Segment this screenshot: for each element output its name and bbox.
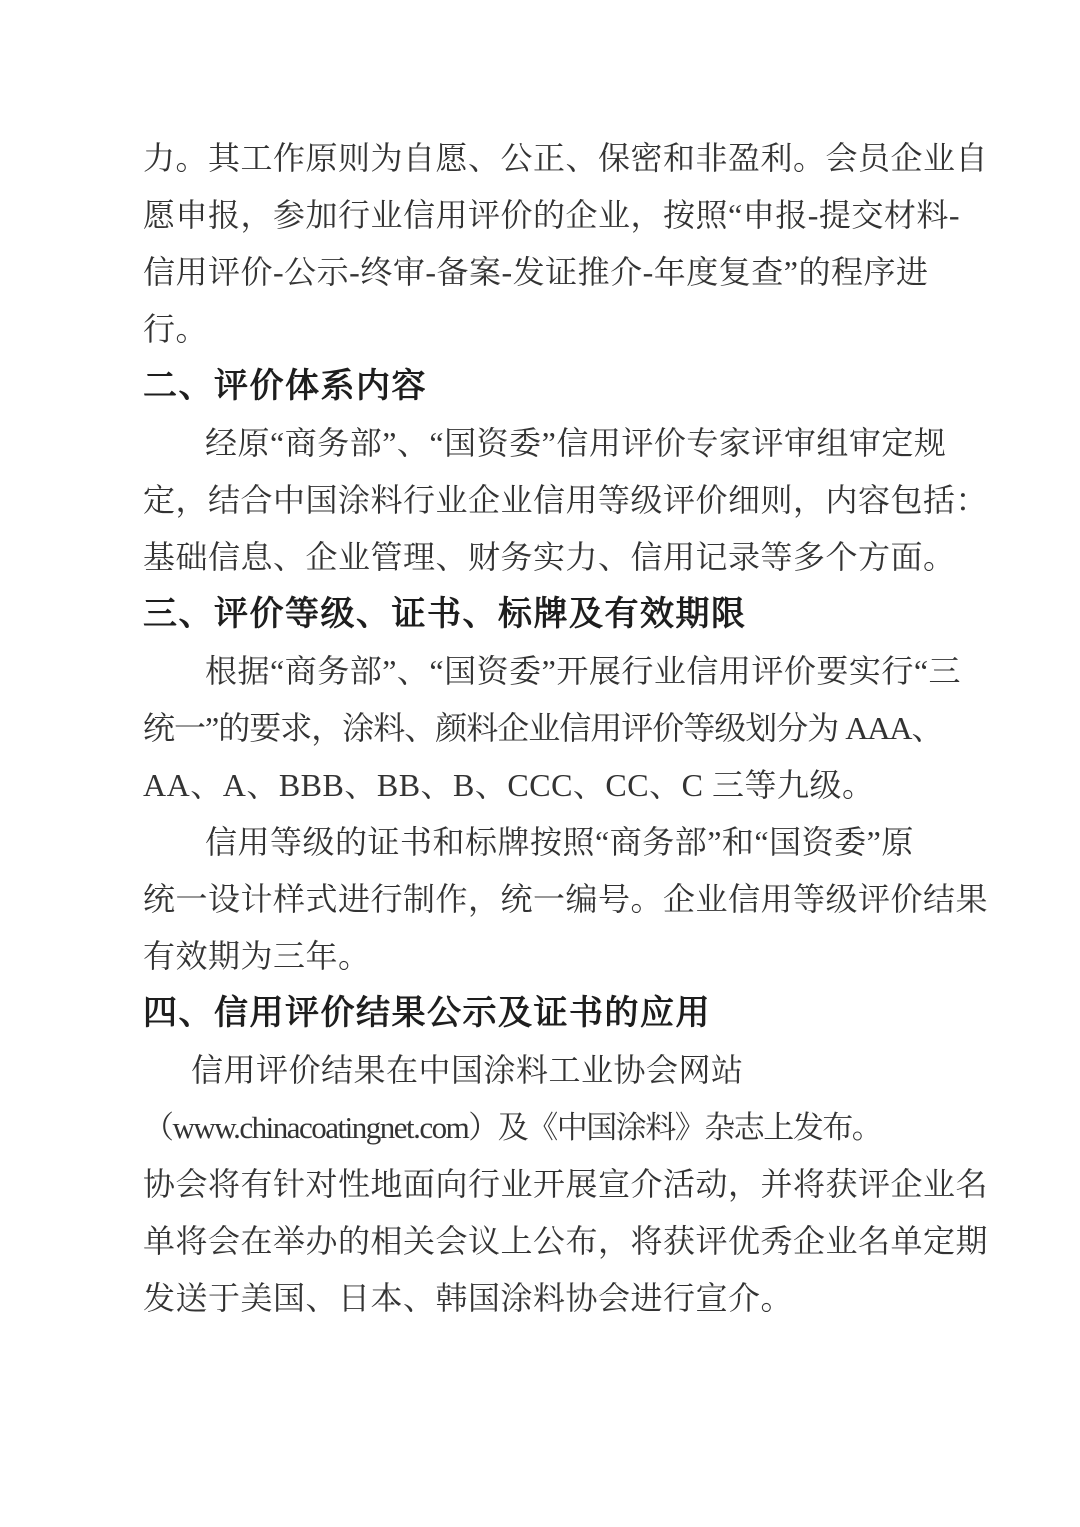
section-results-publication [143,985,989,1327]
text-line: 根据“商务部”、“国资委”开展行业信用评价要实行“三 [205,653,962,689]
text-line: 定，结合中国涂料行业企业信用等级评价细则，内容包括： [143,482,989,518]
text-line: 统一”的要求，涂料、颜料企业信用评价等级划分为 AAA、 [143,710,943,746]
text-line: 发送于美国、日本、韩国涂料协会进行宣介。 [143,1280,794,1316]
section-grades-certificates [143,586,989,985]
text-content [143,130,989,1327]
text-line: 协会将有针对性地面向行业开展宣介活动，并将获评企业名 [143,1166,989,1202]
text-line: 有效期为三年。 [143,938,371,974]
text-line: AA、A、BBB、BB、B、CCC、CC、C 三等九级。 [143,767,875,803]
text-line: 愿申报，参加行业信用评价的企业，按照“申报-提交材料- [143,197,961,233]
section-intro [143,130,989,358]
text-line: 统一设计样式进行制作，统一编号。企业信用等级评价结果 [143,881,989,917]
section-evaluation-system [143,358,989,586]
section-heading: 四、信用评价结果公示及证书的应用 [143,994,711,1032]
text-line: 基础信息、企业管理、财务实力、信用记录等多个方面。 [143,539,956,575]
text-line: 单将会在举办的相关会议上公布，将获评优秀企业名单定期 [143,1223,989,1259]
text-line: 行。 [143,311,209,347]
text-line: 力。其工作原则为自愿、公正、保密和非盈利。会员企业自 [143,140,989,176]
text-line: 经原“商务部”、“国资委”信用评价专家评审组审定规 [205,425,947,461]
text-line: 信用等级的证书和标牌按照“商务部”和“国资委”原 [205,824,914,860]
section-heading: 三、评价等级、证书、标牌及有效期限 [143,595,747,633]
text-line-website-url: （www.chinacoatingnet.com）及《中国涂料》杂志上发布。 [143,1110,882,1145]
text-line: 信用评价-公示-终审-备案-发证推介-年度复查”的程序进 [143,254,929,290]
section-heading: 二、评价体系内容 [143,367,427,405]
text-line: 信用评价结果在中国涂料工业协会网站 [191,1052,744,1088]
